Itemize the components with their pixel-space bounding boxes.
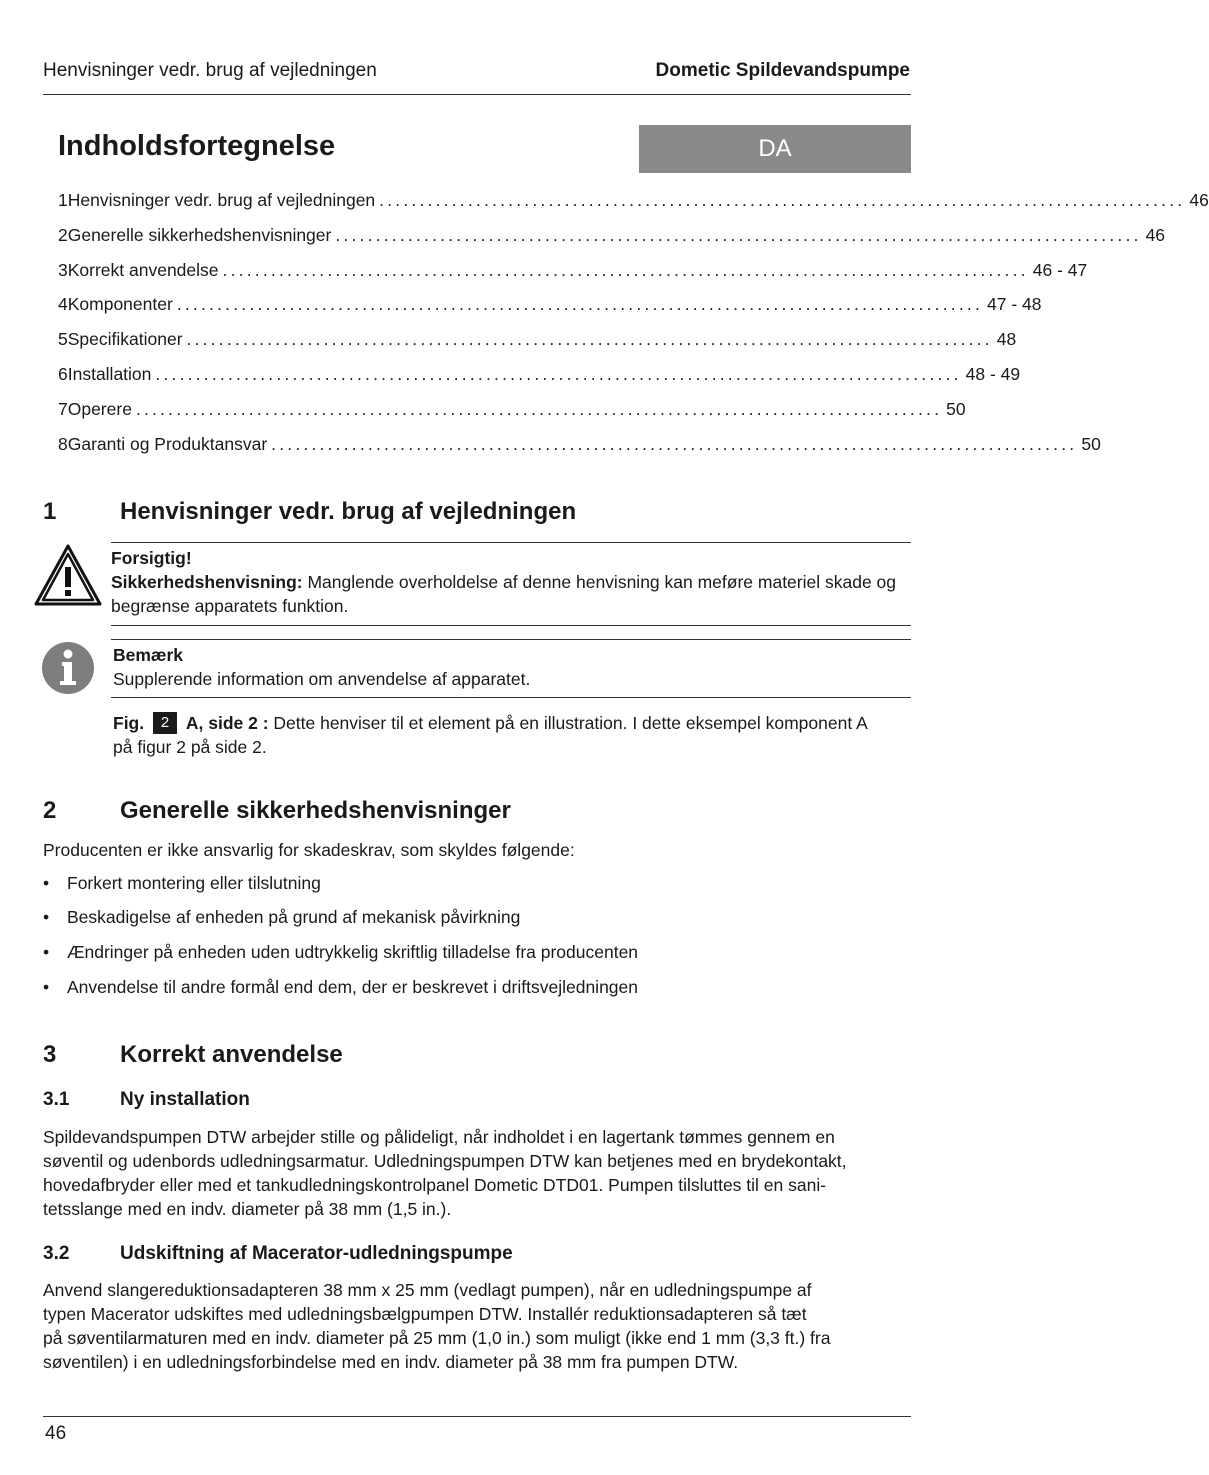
toc-row[interactable] (58, 398, 966, 434)
caution-text (111, 570, 911, 618)
toc-leader: .................................................................................................... (335, 224, 1142, 245)
toc-page: 50 (946, 398, 966, 419)
toc-number: 7 (58, 398, 68, 419)
paragraph-line: søventil og udenbords udledningsarmatur. Udledningspumpen DTW kan betjenes med en brydekontakt, (43, 1151, 847, 1171)
subsection-3-2-heading (43, 1243, 911, 1267)
list-item-text: Anvendelse til andre formål end dem, der er beskrevet i driftsvejledningen (67, 977, 639, 997)
section-number: 3 (43, 1041, 57, 1068)
toc-page: 46 (1145, 224, 1166, 245)
section-2-intro: Producenten er ikke ansvarlig for skadeskrav, som skyldes følgende: (43, 840, 575, 860)
toc-label: Henvisninger vedr. brug af vejledningen (67, 190, 376, 210)
subsection-number: 3.1 (43, 1089, 70, 1110)
toc-leader: .................................................................................................... (135, 398, 943, 419)
bullet: • (43, 873, 50, 893)
toc-number: 3 (58, 259, 68, 280)
toc-label: Generelle sikkerhedshenvisninger (67, 224, 332, 245)
paragraph-line: på søventilarmaturen med en indv. diameter på 25 mm (1,0 in.) som muligt (ikke end 1 mm (3,3 ft.) fra (43, 1328, 831, 1348)
toc-label: Korrekt anvendelse (67, 259, 219, 280)
section-2-heading (43, 797, 911, 827)
subsection-3-1-heading (43, 1089, 911, 1113)
fig-label: Fig. (113, 713, 145, 733)
figure-number-badge: 2 (153, 712, 177, 734)
footer-rule (43, 1416, 911, 1417)
toc-leader: .................................................................................................... (222, 259, 1029, 280)
toc-number: 4 (58, 294, 68, 315)
toc-number: 8 (58, 433, 68, 454)
toc-leader: .................................................................................................... (271, 433, 1078, 454)
subsection-3-1-text (43, 1125, 847, 1221)
section-1-heading (43, 498, 911, 528)
toc-leader: .................................................................................................... (186, 329, 993, 350)
toc-label: Installation (67, 363, 152, 384)
toc-page: 46 (1189, 190, 1209, 210)
toc-number: 5 (58, 329, 68, 350)
figure-reference-note (113, 711, 873, 759)
paragraph-line: tetsslange med en indv. diameter på 38 mm (1,5 in.). (43, 1199, 452, 1219)
toc-row[interactable] (58, 363, 1021, 399)
paragraph-line: hovedafbryder eller med et tankudledningskontrolpanel Dometic DTD01. Pumpen tilsluttes til en sani- (43, 1175, 827, 1195)
caution-body: Manglende overholdelse af denne henvisning kan meføre materiel skade og begrænse apparatets funktion. (111, 572, 897, 616)
bullet: • (43, 942, 50, 962)
toc-number: 2 (58, 224, 68, 245)
section-title: Henvisninger vedr. brug af vejledningen (120, 498, 577, 525)
toc-row[interactable] (58, 224, 1166, 260)
warning-triangle-icon (33, 543, 103, 607)
page-title: Indholdsfortegnelse (58, 130, 336, 162)
subsection-title: Udskiftning af Macerator-udledningspumpe (120, 1243, 513, 1264)
list-item-text: Beskadigelse af enheden på grund af mekanisk påvirkning (67, 907, 521, 927)
toc-page: 48 - 49 (965, 363, 1021, 384)
section-3-heading (43, 1041, 911, 1071)
toc-label: Operere (67, 398, 132, 419)
section-title: Generelle sikkerhedshenvisninger (120, 797, 511, 824)
caution-rule-bottom (111, 625, 911, 626)
section-number: 1 (43, 498, 57, 525)
subsection-title: Ny installation (120, 1089, 250, 1110)
fig-ref: A, side 2 : (185, 713, 269, 733)
toc-label: Komponenter (67, 294, 173, 315)
list-item-text: Ændringer på enheden uden udtrykkelig skriftlig tilladelse fra producenten (67, 942, 639, 962)
toc-row[interactable] (58, 433, 1101, 469)
toc-page: 48 (996, 329, 1017, 350)
caution-label: Sikkerhedshenvisning: (111, 572, 303, 592)
toc-row[interactable] (58, 294, 1042, 329)
subsection-number: 3.2 (43, 1243, 70, 1264)
toc-row[interactable] (58, 329, 1017, 364)
table-of-contents (58, 190, 1209, 468)
note-text: Supplerende information om anvendelse af apparatet. (113, 669, 531, 689)
paragraph-line: typen Macerator udskiftes med udledningsbælgpumpen DTW. Installér reduktionsadapteren så tæt (43, 1304, 807, 1324)
language-badge: DA (639, 125, 911, 173)
caution-title: Forsigtig! (111, 548, 192, 568)
toc-row[interactable] (58, 259, 1088, 295)
bullet: • (43, 907, 50, 927)
toc-number: 1 (58, 190, 68, 210)
bullet: • (43, 977, 50, 997)
running-header-right: Dometic Spildevandspumpe (655, 60, 910, 81)
list-item-text: Forkert montering eller tilslutning (67, 873, 321, 893)
toc-row[interactable] (58, 190, 1209, 225)
paragraph-line: søventilen) i en udledningsforbindelse med en indv. diameter på 38 mm fra pumpen DTW. (43, 1352, 739, 1372)
header-rule (43, 94, 911, 95)
paragraph-line: Spildevandspumpen DTW arbejder stille og pålideligt, når indholdet i en lagertank tømmes gennem en (43, 1127, 835, 1147)
section-number: 2 (43, 797, 57, 824)
toc-leader: .................................................................................................... (155, 363, 962, 384)
note-rule-bottom (111, 697, 911, 698)
note-title: Bemærk (113, 645, 184, 665)
toc-page: 47 - 48 (987, 294, 1042, 315)
section-title: Korrekt anvendelse (120, 1041, 343, 1068)
fig-text: Dette henviser til et element på en illustration. I dette eksempel komponent A på figur 2 på side 2. (113, 713, 867, 757)
toc-leader: .................................................................................................... (379, 190, 1186, 210)
toc-label: Specifikationer (67, 329, 183, 350)
toc-label: Garanti og Produktansvar (67, 433, 268, 454)
toc-number: 6 (58, 363, 68, 384)
subsection-3-2-text (43, 1278, 830, 1374)
toc-leader: .................................................................................................... (176, 294, 984, 315)
caution-rule-top (111, 542, 911, 543)
toc-page: 46 - 47 (1032, 259, 1088, 280)
info-icon (41, 641, 95, 695)
page-number: 46 (45, 1423, 67, 1444)
paragraph-line: Anvend slangereduktionsadapteren 38 mm x 25 mm (vedlagt pumpen), når en udledningspumpe af (43, 1280, 812, 1300)
toc-page: 50 (1081, 433, 1101, 454)
running-header-left: Henvisninger vedr. brug af vejledningen (43, 60, 377, 81)
note-rule-top (111, 639, 911, 640)
